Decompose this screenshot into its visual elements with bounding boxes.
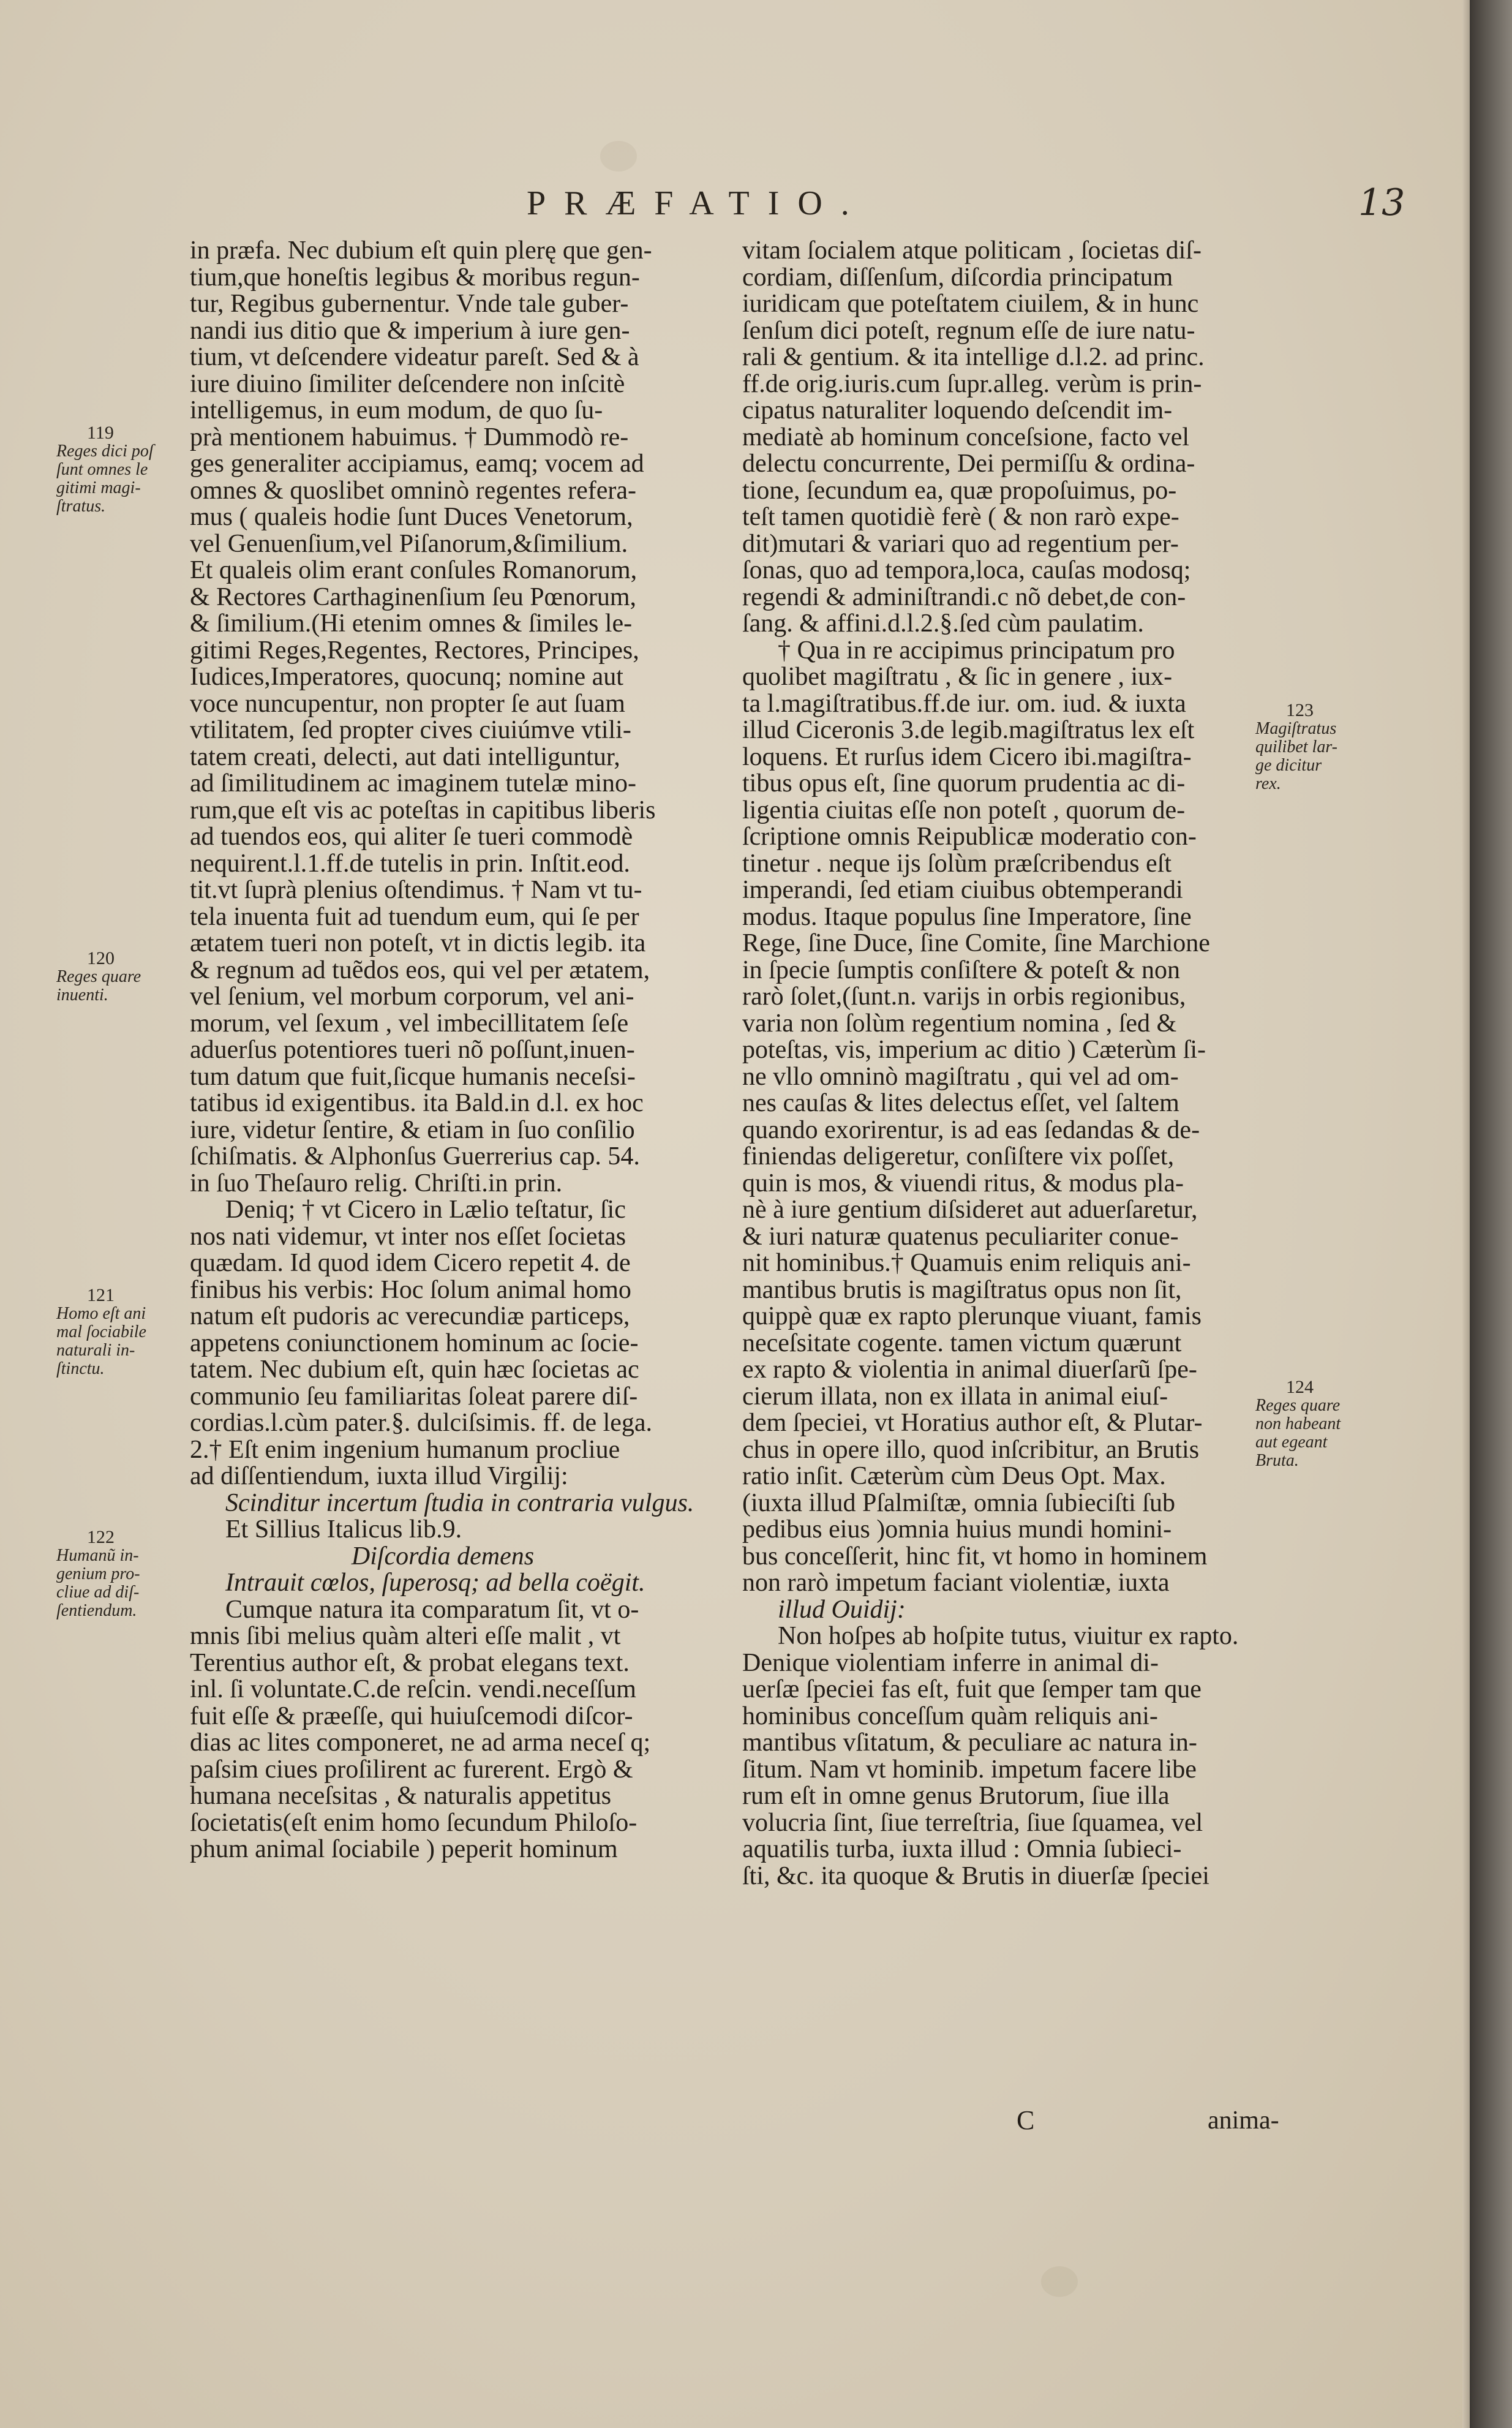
text-line: ff.de orig.iuris.cum ſupr.alleg. verùm is prin- xyxy=(742,371,1202,398)
text-line: Et qualeis olim erant conſules Romanorum, xyxy=(190,557,638,584)
text-line: ſang. & affini.d.l.2.§.ſed cùm paulatim. xyxy=(742,611,1144,638)
text-line: loquens. Et rurſus idem Cicero ibi.magiſtra- xyxy=(742,744,1192,771)
text-line: & iuri naturæ quatenus peculiariter conue- xyxy=(742,1223,1179,1250)
text-line: rum eſt in omne genus Brutorum, ſiue illa xyxy=(742,1783,1170,1810)
margin-note-number: 123 xyxy=(1286,700,1314,720)
text-line: bus conceſſerit, hinc fit, vt homo in hominem xyxy=(742,1543,1208,1570)
text-line: teſt tamen quotidiè ferè ( & non rarò expe- xyxy=(742,504,1179,531)
margin-note-line: Magiſtratus xyxy=(1255,719,1337,738)
margin-note-122 xyxy=(56,1528,185,1620)
text-line: morum, vel ſexum , vel imbecillitatem ſeſe xyxy=(190,1010,629,1037)
margin-note-number: 121 xyxy=(87,1285,115,1305)
text-line: illud Ouidij: xyxy=(778,1596,906,1623)
margin-note-line: aut egeant xyxy=(1255,1433,1328,1452)
margin-note-line: ſentiendum. xyxy=(56,1601,137,1620)
margin-note-line: cliue ad diſ- xyxy=(56,1583,140,1602)
text-line: cipatus naturaliter loquendo deſcendit im- xyxy=(742,398,1173,424)
text-line: rali & gentium. & ita intellige d.l.2. ad princ. xyxy=(742,344,1205,371)
text-line: tium,que honeſtis legibus & moribus regun- xyxy=(190,264,640,291)
text-line: iuridicam que poteſtatem ciuilem, & in hunc xyxy=(742,291,1199,318)
running-title: PRÆFATIO. xyxy=(527,184,868,222)
text-line: Deniq; † vt Cicero in Lælio teſtatur, ſic xyxy=(225,1197,626,1224)
text-line: Terentius author eſt, & probat elegans text. xyxy=(190,1649,630,1676)
text-line: Diſcordia demens xyxy=(351,1543,535,1570)
text-line: in ſpecie ſumptis conſiſtere & poteſt & non xyxy=(742,957,1181,984)
margin-note-line: rex. xyxy=(1255,774,1281,793)
margin-note-124 xyxy=(1255,1378,1390,1470)
text-line: tur, Regibus gubernentur. Vnde tale guber- xyxy=(190,291,629,318)
text-line: inl. ſi voluntate.C.de reſcin. vendi.neceſſum xyxy=(190,1676,636,1703)
text-line: tit.vt ſuprà plenius oſtendimus. † Nam vt tu- xyxy=(190,877,642,904)
text-line: tione, ſecundum ea, quæ propoſuimus, po- xyxy=(742,477,1177,504)
text-line: ex rapto & violentia in animal diuerſarũ ſpe- xyxy=(742,1357,1197,1384)
text-line: pedibus eius )omnia huius mundi homini- xyxy=(742,1517,1172,1544)
margin-note-line: naturali in- xyxy=(56,1341,135,1360)
text-line: finibus his verbis: Hoc ſolum animal homo xyxy=(190,1276,631,1303)
text-line: in ſuo Theſauro relig. Chriſti.in prin. xyxy=(190,1170,563,1197)
margin-note-line: genium pro- xyxy=(56,1564,140,1583)
text-line: ſonas, quo ad tempora,loca, cauſas modosq; xyxy=(742,557,1191,584)
margin-note-number: 124 xyxy=(1286,1377,1314,1397)
text-line: varia non ſolùm regentium nomina , ſed & xyxy=(742,1010,1177,1037)
text-line: modus. Itaque populus ſine Imperatore, ſine xyxy=(742,903,1192,930)
text-line: vel ſenium, vel morbum corporum, vel ani- xyxy=(190,984,634,1011)
text-line: dem ſpeciei, vt Horatius author eſt, & Plutar- xyxy=(742,1410,1203,1437)
text-line: ratio inſit. Cæterùm cùm Deus Opt. Max. xyxy=(742,1463,1166,1490)
margin-note-number: 120 xyxy=(87,948,115,968)
text-line: Scinditur incertum ſtudia in contraria vulgus. xyxy=(225,1490,694,1517)
text-line: nequirent.l.1.ff.de tutelis in prin. Inſtit.eod. xyxy=(190,850,630,877)
text-line: † Qua in re accipimus principatum pro xyxy=(778,637,1175,664)
text-line: aquatilis turba, iuxta illud : Omnia ſubieci- xyxy=(742,1836,1182,1863)
text-line: rum,que eſt vis ac poteſtas in capitibus liberis xyxy=(190,797,656,824)
text-line: chus in opere illo, quod inſcribitur, an Brutis xyxy=(742,1436,1200,1463)
text-line: imperandi, ſed etiam ciuibus obtemperandi xyxy=(742,877,1183,904)
text-line: tium, vt deſcendere videatur pareſt. Sed & à xyxy=(190,344,639,371)
text-line: iure diuino ſimiliter deſcendere non inſcitè xyxy=(190,371,625,398)
text-line: communio ſeu familiaritas ſoleat parere diſ- xyxy=(190,1383,638,1410)
text-line: fuit eſſe & præeſſe, qui huiuſcemodi diſcor- xyxy=(190,1703,633,1730)
text-line: nes cauſas & lites delectus eſſet, vel ſaltem xyxy=(742,1090,1179,1117)
margin-note-line: inuenti. xyxy=(56,986,108,1005)
text-line: vitam ſocialem atque politicam , ſocietas diſ- xyxy=(742,238,1202,265)
text-line: quolibet magiſtratu , & ſic in genere , iux- xyxy=(742,664,1173,691)
signature-mark: C xyxy=(1017,2105,1035,2135)
margin-note-line: mal ſociabile xyxy=(56,1322,146,1341)
margin-note-line: non habeant xyxy=(1255,1414,1341,1433)
text-line: & Rectores Carthaginenſium ſeu Pœnorum, xyxy=(190,584,637,611)
text-line: aduerſus potentiores tueri nõ poſſunt,inuen- xyxy=(190,1037,635,1064)
text-line: Non hoſpes ab hoſpite tutus, viuitur ex rapto. xyxy=(778,1623,1239,1650)
margin-note-number: 119 xyxy=(87,423,114,443)
text-line: phum animal ſociabile ) peperit hominum xyxy=(190,1836,618,1863)
text-line: tum datum que fuit,ſicque humanis neceſsi- xyxy=(190,1063,636,1090)
text-line: nè à iure gentium diſsideret aut aduerſaretur, xyxy=(742,1197,1198,1224)
text-line: illud Ciceronis 3.de legib.magiſtratus lex eſt xyxy=(742,717,1195,744)
text-line: neceſsitate cogente. tamen victum quærunt xyxy=(742,1330,1182,1357)
text-line: tatem. Nec dubium eſt, quin hæc ſocietas ac xyxy=(190,1357,639,1384)
text-line: ligentia ciuitas eſſe non poteſt , quorum de- xyxy=(742,797,1186,824)
text-line: tinetur . neque ijs ſolùm præſcribendus eſt xyxy=(742,850,1172,877)
text-line: Rege, ſine Duce, ſine Comite, ſine Marchione xyxy=(742,930,1210,957)
text-line: quippè quæ ex rapto plerunque viuant, famis xyxy=(742,1303,1202,1330)
text-line: delectu concurrente, Dei permiſſu & ordina- xyxy=(742,451,1195,478)
margin-note-line: ſtratus. xyxy=(56,497,106,516)
text-line: Denique violentiam inferre in animal di- xyxy=(742,1649,1159,1676)
catchword: anima- xyxy=(1208,2106,1279,2135)
margin-note-line: Bruta. xyxy=(1255,1451,1299,1470)
text-line: quando exorirentur, is ad eas ſedandas & de- xyxy=(742,1117,1200,1144)
text-line: mantibus brutis is magiſtratus opus non ſit, xyxy=(742,1276,1182,1303)
text-line: rarò ſolet,(ſunt.n. varijs in orbis regionibus, xyxy=(742,984,1186,1011)
text-line: ſocietatis(eſt enim homo ſecundum Philoſo- xyxy=(190,1809,638,1836)
text-line: in præfa. Nec dubium eſt quin plerę que gen- xyxy=(190,238,652,265)
right-text-column xyxy=(742,238,1251,1890)
text-line: ad diſſentiendum, iuxta illud Virgilij: xyxy=(190,1463,568,1490)
margin-note-line: ſtinctu. xyxy=(56,1359,105,1378)
text-line: tatibus id exigentibus. ita Bald.in d.l. ex hoc xyxy=(190,1090,644,1117)
margin-note-120 xyxy=(56,949,185,1005)
margin-note-number: 122 xyxy=(87,1527,115,1547)
text-line: appetens coniunctionem hominum ac ſocie- xyxy=(190,1330,639,1357)
margin-note-121 xyxy=(56,1286,185,1378)
text-line: uerſæ ſpeciei fas eſt, fuit que ſemper tam que xyxy=(742,1676,1202,1703)
text-line: nos nati videmur, vt inter nos eſſet ſocietas xyxy=(190,1223,626,1250)
text-line: gitimi Reges,Regentes, Rectores, Principes, xyxy=(190,637,639,664)
margin-note-line: Reges dici poſ xyxy=(56,442,154,461)
margin-note-line: Reges quare xyxy=(1255,1396,1341,1415)
text-line: cierum illata, non ex illata in animal eiuſ- xyxy=(742,1383,1168,1410)
text-line: ſitum. Nam vt hominib. impetum facere libe xyxy=(742,1756,1197,1783)
text-line: ætatem tueri non poteſt, vt in dictis legib. ita xyxy=(190,930,646,957)
text-line: Iudices,Imperatores, quocunq; nomine aut xyxy=(190,664,623,691)
text-line: ad ſimilitudinem ac imaginem tutelæ mino- xyxy=(190,771,637,797)
text-line: & regnum ad tuẽdos eos, qui vel per ætatem, xyxy=(190,957,650,984)
margin-note-line: ſunt omnes le xyxy=(56,460,148,479)
text-line: voce nuncupentur, non propter ſe aut ſuam xyxy=(190,690,625,717)
text-line: hominibus conceſſum quàm reliquis ani- xyxy=(742,1703,1158,1730)
text-line: finiendas deligeretur, conſiſtere vix poſſet, xyxy=(742,1144,1175,1171)
text-line: tibus opus eſt, ſine quorum prudentia ac di- xyxy=(742,771,1186,797)
margin-note-line: Homo eſt ani xyxy=(56,1304,146,1323)
text-line: omnes & quoslibet omninò regentes refera- xyxy=(190,477,636,504)
left-text-column xyxy=(190,238,696,1863)
text-line: iure, videtur ſentire, & etiam in ſuo conſilio xyxy=(190,1117,635,1144)
text-line: ſenſum dici poteſt, regnum eſſe de iure natu- xyxy=(742,317,1195,344)
book-gutter xyxy=(1470,0,1512,2428)
page-number: 13 xyxy=(1358,181,1405,224)
text-line: non rarò impetum faciant violentiæ, iuxta xyxy=(742,1570,1170,1597)
text-line: tatem creati, delecti, aut dati intelliguntur, xyxy=(190,744,620,771)
text-line: Et Sillius Italicus lib.9. xyxy=(225,1517,462,1544)
text-line: regendi & adminiſtrandi.c nõ debet,de con- xyxy=(742,584,1186,611)
text-line: mnis ſibi melius quàm alteri eſſe malit , vt xyxy=(190,1623,621,1650)
text-line: quin is mos, & viuendi ritus, & modus pla- xyxy=(742,1170,1184,1197)
text-line: ad tuendos eos, qui aliter ſe tueri commodè xyxy=(190,824,633,851)
text-line: ſchiſmatis. & Alphonſus Guerrerius cap. 54. xyxy=(190,1144,640,1171)
margin-note-123 xyxy=(1255,701,1390,793)
text-line: (iuxta illud Pſalmiſtæ, omnia ſubieciſti ſub xyxy=(742,1490,1175,1517)
text-line: intelligemus, in eum modum, de quo ſu- xyxy=(190,398,603,424)
text-line: ſcriptione omnis Reipublicæ moderatio con- xyxy=(742,824,1197,851)
text-line: prà mentionem habuimus. † Dummodò re- xyxy=(190,424,629,451)
text-line: dias ac lites componeret, ne ad arma neceſ q; xyxy=(190,1730,651,1757)
text-line: nandi ius ditio que & imperium à iure gen- xyxy=(190,317,630,344)
margin-note-line: Reges quare xyxy=(56,967,141,986)
text-line: vel Genuenſium,vel Piſanorum,&ſimilium. xyxy=(190,530,628,557)
text-line: cordias.l.cùm pater.§. dulciſsimis. ff. de lega. xyxy=(190,1410,653,1437)
text-line: mus ( qualeis hodie ſunt Duces Venetorum, xyxy=(190,504,633,531)
text-line: ſti, &c. ita quoque & Brutis in diuerſæ ſpeciei xyxy=(742,1863,1209,1890)
text-line: ne vllo omninò magiſtratu , qui vel ad om- xyxy=(742,1063,1179,1090)
text-line: natum eſt pudoris ac verecundiæ particeps, xyxy=(190,1303,630,1330)
text-line: mantibus vſitatum, & peculiare ac natura in- xyxy=(742,1730,1197,1757)
text-line: nit hominibus.† Quamuis enim reliquis ani- xyxy=(742,1250,1191,1277)
margin-note-line: gitimi magi- xyxy=(56,478,141,497)
margin-note-line: Humanũ in- xyxy=(56,1546,139,1565)
margin-note-119 xyxy=(56,424,185,516)
text-line: mediatè ab hominum conceſsione, facto vel xyxy=(742,424,1190,451)
margin-note-line: ge dicitur xyxy=(1255,756,1322,775)
text-line: dit)mutari & variari quo ad regentium per- xyxy=(742,530,1179,557)
text-line: & ſimilium.(Hi etenim omnes & ſimiles le- xyxy=(190,611,633,638)
text-line: volucria ſint, ſiue terreſtria, ſiue ſquamea, vel xyxy=(742,1809,1203,1836)
text-line: poteſtas, vis, imperium ac ditio ) Cæterùm ſi- xyxy=(742,1037,1206,1064)
text-line: paſsim ciues proſilirent ac furerent. Ergò & xyxy=(190,1756,633,1783)
text-line: Intrauit cœlos, ſuperosq; ad bella coëgit. xyxy=(225,1570,645,1597)
margin-note-line: quilibet lar- xyxy=(1255,737,1337,756)
text-line: 2.† Eſt enim ingenium humanum procliue xyxy=(190,1436,620,1463)
text-line: quædam. Id quod idem Cicero repetit 4. de xyxy=(190,1250,631,1277)
text-line: Cumque natura ita comparatum ſit, vt o- xyxy=(225,1596,639,1623)
text-line: cordiam, diſſenſum, diſcordia principatum xyxy=(742,264,1173,291)
text-line: vtilitatem, ſed propter cives ciuiúmve vtili- xyxy=(190,717,631,744)
text-line: ges generaliter accipiamus, eamq; vocem ad xyxy=(190,451,644,478)
text-line: humana neceſsitas , & naturalis appetitus xyxy=(190,1783,612,1810)
text-line: ta l.magiſtratibus.ff.de iur. om. iud. & iuxta xyxy=(742,690,1186,717)
text-line: tela inuenta fuit ad tuendum eum, qui ſe per xyxy=(190,903,639,930)
